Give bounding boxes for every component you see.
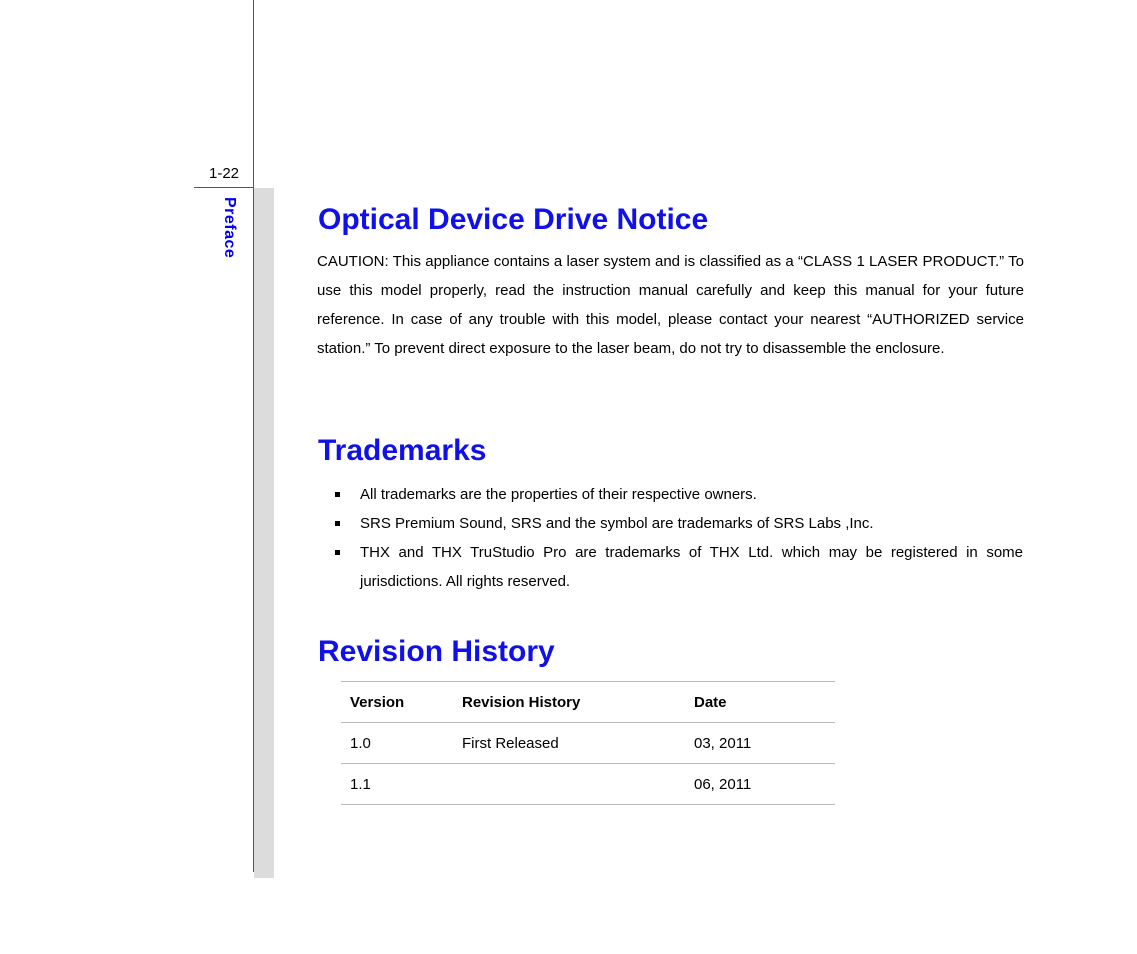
- trademarks-heading: Trademarks: [318, 434, 487, 467]
- bullet-icon: [335, 492, 340, 497]
- list-item-text: THX and THX TruStudio Pro are trademarks of THX Ltd. which may be registered in some jurisdictions. All rights reserved.: [360, 544, 1023, 590]
- cell-date: 03, 2011: [685, 723, 835, 764]
- header-revision-history: Revision History: [453, 682, 685, 723]
- cell-revision: [453, 764, 685, 805]
- bullet-icon: [335, 550, 340, 555]
- list-item: [317, 509, 1023, 538]
- list-item-text: All trademarks are the properties of their respective owners.: [360, 486, 757, 503]
- bullet-icon: [335, 521, 340, 526]
- cell-date: 06, 2011: [685, 764, 835, 805]
- cell-version: 1.1: [341, 764, 453, 805]
- table-row: [341, 723, 835, 764]
- revision-history-heading: Revision History: [318, 635, 555, 668]
- section-label: Preface: [221, 197, 238, 259]
- table-row: [341, 764, 835, 805]
- optical-notice-text: CAUTION: This appliance contains a laser system and is classified as a “CLASS 1 LASER PRODUCT.” To use this model properly, read the instruction manual carefully and keep this manual for your future reference. In case of any trouble with this model, please contact your nearest “AUTHORIZED service station.” To prevent direct exposure to the laser beam, do not try to disassemble the enclosure.: [317, 253, 1024, 357]
- table-header-row: [341, 682, 835, 723]
- trademarks-list: [317, 480, 1023, 596]
- list-item: [317, 538, 1023, 596]
- page-number-rule: [194, 187, 254, 188]
- header-version: Version: [341, 682, 453, 723]
- header-date: Date: [685, 682, 835, 723]
- cell-revision: First Released: [453, 723, 685, 764]
- sidebar-bar: [254, 188, 274, 878]
- optical-notice-heading: Optical Device Drive Notice: [318, 203, 709, 236]
- page-number: 1-22: [209, 165, 240, 182]
- cell-version: 1.0: [341, 723, 453, 764]
- list-item: [317, 480, 1023, 509]
- revision-history-table: [341, 681, 835, 805]
- list-item-text: SRS Premium Sound, SRS and the symbol are trademarks of SRS Labs ,Inc.: [360, 515, 874, 532]
